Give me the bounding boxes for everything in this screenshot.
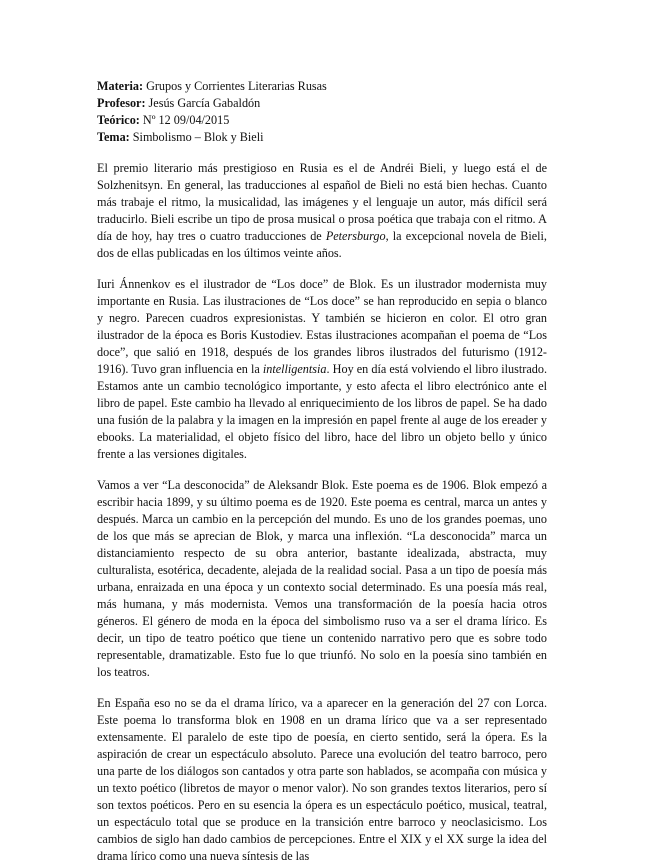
italic-term: Petersburgo (325, 229, 386, 243)
header-tema (97, 129, 547, 146)
document-header (97, 78, 547, 146)
paragraph-text: , la excepcional novela de Bieli, dos de ellas publicadas en los últimos veinte años. (97, 229, 547, 260)
paragraph (97, 477, 547, 681)
teorico-value: Nº 12 09/04/2015 (139, 113, 230, 127)
paragraph-text: En España eso no se da el drama lírico, va a aparecer en la generación del 27 con Lorca. Este poema lo transforma blok en 1908 en un drama lírico que va a ser representado extensamente. El paralelo de este tipo de poesía, en cierto sentido, será la ópera. Es la aspiración de crear un espectáculo absoluto. Parece una evolución del teatro barroco, pero una parte de los diálogos son cantados y otra parte son hablados, se acompaña con música y un texto poético (libretos de mayor o menor valor). No son grandes textos literarios, pero sí son textos poéticos. Pero en su esencia la ópera es un espectáculo poético, musical, teatral, un espectáculo total que se produce en la transición entre barroco y neoclasicismo. Los cambios de siglo han dado cambios de percepciones. Entre el XIX y el XX surge la idea del drama lírico como una nueva síntesis de las (97, 696, 547, 863)
paragraph (97, 276, 547, 463)
profesor-label: Profesor: (97, 96, 146, 110)
materia-value: Grupos y Corrientes Literarias Rusas (143, 79, 327, 93)
header-materia (97, 78, 547, 95)
materia-label: Materia: (97, 79, 144, 93)
teorico-label: Teórico: (97, 113, 140, 127)
paragraph (97, 160, 547, 262)
paragraph (97, 695, 547, 865)
document-body (97, 160, 547, 865)
paragraph-text: . Hoy en día está volviendo el libro ilustrado. Estamos ante un cambio tecnológico importante, y esto afecta el libro electrónico ante el libro de papel. Este cambio ha llevado al enriquecimiento de los libros de papel. Se ha dado una fusión de la palabra y la imagen en la impresión en papel frente al auge de los ereader y ebooks. La materialidad, el objeto físico del libro, hace del libro un objeto bello y único frente a las versiones digitales. (97, 362, 547, 461)
header-teorico (97, 112, 547, 129)
header-profesor (97, 95, 547, 112)
paragraph-text: Vamos a ver “La desconocida” de Aleksandr Blok. Este poema es de 1906. Blok empezó a escribir hacia 1899, y su último poema es de 1920. Este poema es central, marca un antes y después. Marca un cambio en la percepción del mundo. Es uno de los grandes poemas, uno de los que más se aprecian de Blok, y marca una inflexión. “La desconocida” marca un distanciamiento respecto de su obra anterior, bastante idealizada, abstracta, muy culturalista, esotérica, decadente, alejada de la realidad social. Pasa a un tipo de poesía más urbana, enraizada en una época y un contexto social determinado. Es una poesía más real, más humana, y más modernista. Vemos una transformación de la poesía hacia otros géneros. El género de moda en la época del simbolismo ruso va a ser el drama lírico. Es decir, un tipo de teatro poético que tiene un contenido narrativo pero que es sobre todo representable, dramatizable. Esto fue lo que triunfó. No solo en la poesía sino también en los teatros. (97, 478, 547, 679)
italic-term: intelligentsia (262, 362, 327, 376)
profesor-value: Jesús García Gabaldón (145, 96, 261, 110)
tema-label: Tema: (97, 130, 130, 144)
paragraph-text: El premio literario más prestigioso en Rusia es el de Andréi Bieli, y luego está el de Solzhenitsyn. En general, las traducciones al español de Bieli no está bien hechas. Cuanto más trabaje el ritmo, la musicalidad, las imágenes y el lenguaje un autor, más difícil será traducirlo. Bieli escribe un tipo de prosa musical o prosa poética que trabaja con el ritmo. A día de hoy, hay tres o cuatro traducciones de (97, 161, 547, 243)
paragraph-text: Iuri Ánnenkov es el ilustrador de “Los doce” de Blok. Es un ilustrador modernista muy importante en Rusia. Las ilustraciones de “Los doce” se han reproducido en sepia o blanco y negro. Parecen cuadros expresionistas. Y también se hicieron en color. El otro gran ilustrador de la época es Boris Kustodiev. Estas ilustraciones acompañan el poema de “Los doce”, que salió en 1918, después de los grandes libros ilustrados del futurismo (1912-1916). Tuvo gran influencia en la (97, 277, 547, 376)
tema-value: Simbolismo – Blok y Bieli (129, 130, 264, 144)
